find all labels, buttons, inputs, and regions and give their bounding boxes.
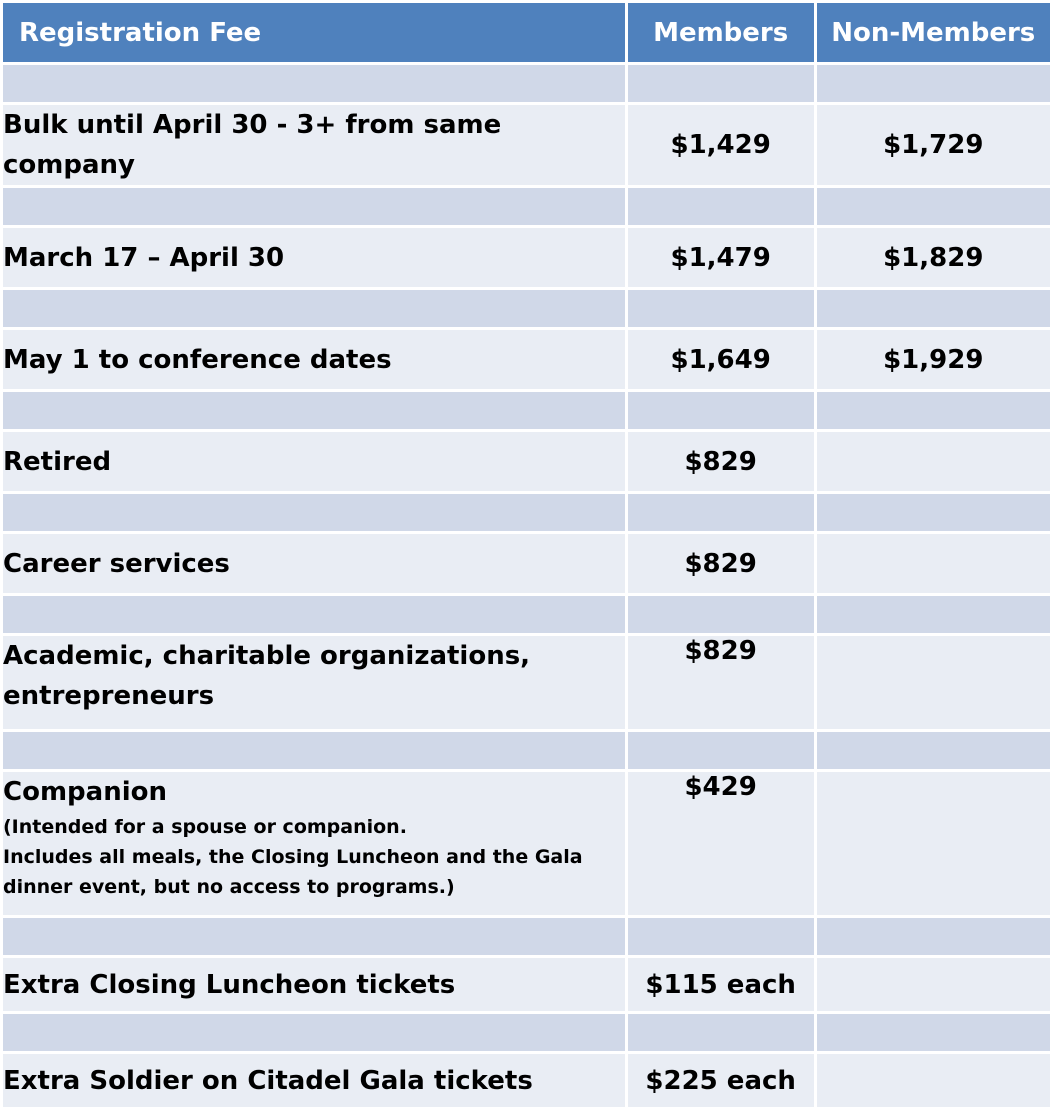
fee-label-main: Companion: [3, 777, 167, 807]
fee-label-line: Academic, charitable organizations,: [3, 641, 531, 671]
fee-label: March 17 – April 30: [2, 227, 627, 289]
fee-label-line: entrepreneurs: [3, 681, 215, 711]
members-price: $115 each: [626, 957, 815, 1013]
fee-note-line: Includes all meals, the Closing Luncheon and the Gala: [3, 846, 583, 868]
fee-label: [2, 771, 627, 917]
table-row: [2, 771, 1052, 917]
members-price: $829: [626, 533, 815, 595]
table-row: [2, 329, 1052, 391]
fee-label: Career services: [2, 533, 627, 595]
members-price: $1,649: [626, 329, 815, 391]
header-members: Members: [626, 2, 815, 64]
fee-label: [2, 635, 627, 731]
non-members-price: [815, 533, 1051, 595]
spacer-row: [2, 595, 1052, 635]
table-row: [2, 227, 1052, 289]
table-header-row: [2, 2, 1052, 64]
members-price: $429: [626, 771, 815, 917]
fee-note-line: dinner event, but no access to programs.): [3, 876, 455, 898]
spacer-row: [2, 1013, 1052, 1053]
table-row: [2, 431, 1052, 493]
spacer-row: [2, 187, 1052, 227]
header-registration-fee: Registration Fee: [2, 2, 627, 64]
spacer-row: [2, 391, 1052, 431]
header-non-members: Non-Members: [815, 2, 1051, 64]
spacer-row: [2, 731, 1052, 771]
table-row: [2, 533, 1052, 595]
spacer-row: [2, 493, 1052, 533]
spacer-row: [2, 64, 1052, 104]
table-row: [2, 635, 1052, 731]
fee-label: Extra Soldier on Citadel Gala tickets: [2, 1053, 627, 1109]
non-members-price: $1,929: [815, 329, 1051, 391]
non-members-price: $1,829: [815, 227, 1051, 289]
fee-label: Bulk until April 30 - 3+ from same company: [2, 104, 627, 187]
members-price: $225 each: [626, 1053, 815, 1109]
fee-note-line: (Intended for a spouse or companion.: [3, 816, 407, 838]
fee-label: May 1 to conference dates: [2, 329, 627, 391]
table-row: [2, 1053, 1052, 1109]
non-members-price: [815, 1053, 1051, 1109]
spacer-row: [2, 289, 1052, 329]
non-members-price: $1,729: [815, 104, 1051, 187]
non-members-price: [815, 635, 1051, 731]
spacer-row: [2, 917, 1052, 957]
members-price: $829: [626, 635, 815, 731]
members-price: $1,479: [626, 227, 815, 289]
members-price: $1,429: [626, 104, 815, 187]
fee-label: Extra Closing Luncheon tickets: [2, 957, 627, 1013]
table-row: [2, 104, 1052, 187]
table-row: [2, 957, 1052, 1013]
non-members-price: [815, 431, 1051, 493]
members-price: $829: [626, 431, 815, 493]
non-members-price: [815, 957, 1051, 1013]
non-members-price: [815, 771, 1051, 917]
fee-label: Retired: [2, 431, 627, 493]
fee-note: [3, 812, 625, 902]
